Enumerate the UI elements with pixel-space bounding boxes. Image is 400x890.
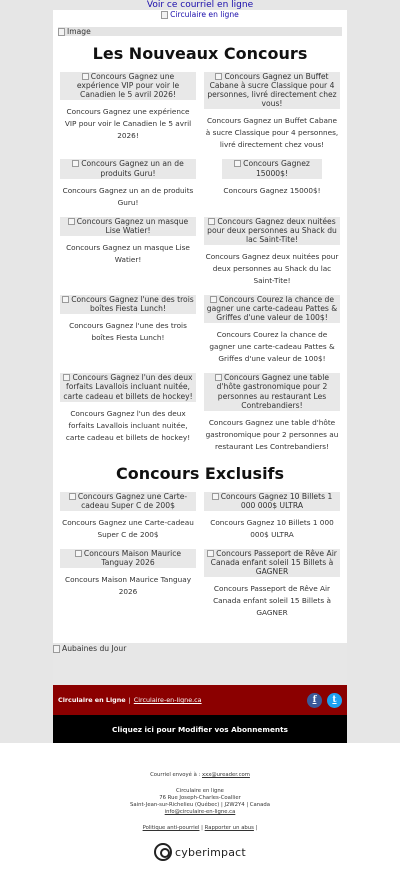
contest-description: Concours Gagnez l'une des trois boîtes Fiesta Lunch! (69, 321, 187, 343)
contest-image[interactable] (60, 159, 196, 178)
contest-card[interactable] (57, 217, 199, 287)
contest-card[interactable] (57, 159, 199, 208)
company-street: 76 Rue Joseph-Charles-Coallier (159, 795, 241, 801)
broken-image-icon (82, 73, 89, 80)
contest-card[interactable] (201, 492, 343, 541)
broken-image-icon (63, 374, 70, 381)
header-image (58, 27, 342, 36)
contest-image-alt: Concours Gagnez une table d'hôte gastronomique pour 2 personnes au restaurant Les Contrebandiers! (216, 373, 330, 410)
brand-name: Circulaire en Ligne (58, 696, 126, 704)
exclusive-contests-grid (53, 492, 347, 628)
broken-image-icon (234, 160, 241, 167)
contest-image-alt: Concours Gagnez deux nuitées pour deux personnes au Shack du lac Saint-Tite! (207, 216, 337, 244)
contest-description: Concours Gagnez une Carte-cadeau Super C de 200$ (62, 517, 194, 539)
broken-image-icon (68, 218, 75, 225)
contest-description: Concours Gagnez un Buffet Cabane à sucre Classique pour 4 personnes, livré directement chez vous! (205, 116, 339, 150)
section-title-exclusive-contests: Concours Exclusifs (115, 463, 285, 483)
new-contests-grid (53, 72, 347, 461)
brand-separator: | (128, 696, 131, 704)
contest-image-alt: Concours Gagnez une expérience VIP pour voir le Canadien le 5 avril 2026! (76, 72, 180, 100)
contest-image[interactable] (204, 72, 340, 109)
social-links (307, 693, 342, 708)
contest-card[interactable] (57, 373, 199, 452)
section-title-new-contests: Les Nouveaux Concours (92, 44, 308, 63)
broken-image-icon (161, 11, 168, 19)
contest-image-alt: Concours Gagnez l'une des trois boîtes Fiesta Lunch! (71, 294, 194, 314)
logo-alt-text: Circulaire en ligne (170, 10, 239, 19)
contest-description: Concours Gagnez 10 Billets 1 000 000$ ULTRA (210, 517, 334, 539)
contest-card[interactable] (201, 72, 343, 151)
view-online-bar (0, 0, 400, 10)
contest-image-alt: Concours Gagnez un an de produits Guru! (81, 159, 184, 178)
broken-image-icon (207, 550, 214, 557)
contest-description: Concours Gagnez 15000$! (223, 185, 321, 195)
company-name: Circulaire en ligne (176, 788, 224, 794)
header-image-alt: Image (67, 27, 91, 36)
cyberimpact-logo-icon (154, 843, 172, 861)
contest-image[interactable] (60, 217, 196, 236)
broken-image-icon (62, 296, 69, 303)
contest-card[interactable] (201, 295, 343, 365)
contest-description: Concours Gagnez une expérience VIP pour voir le Canadien le 5 avril 2026! (64, 107, 192, 141)
footer-links (0, 825, 400, 832)
contest-image[interactable] (60, 373, 196, 401)
contest-description: Concours Gagnez une table d'hôte gastronomique pour 2 personnes au restaurant Les Contrebandiers! (205, 417, 339, 451)
anti-spam-policy-link[interactable]: Politique anti-pourriel (142, 825, 200, 831)
contest-image-alt: Concours Gagnez 10 Billets 1 000 000$ ULTRA (220, 491, 333, 510)
contest-description: Concours Gagnez deux nuitées pour deux personnes au Shack du lac Saint-Tite! (205, 251, 339, 285)
company-city: Saint-Jean-sur-Richelieu (Québec) | J2W2Y4 | Canada (130, 802, 270, 808)
broken-image-icon (58, 28, 65, 36)
contest-card[interactable] (57, 549, 199, 619)
report-abuse-link[interactable]: Rapporter un abus (204, 825, 254, 831)
cyberimpact-logo[interactable] (0, 843, 400, 861)
contest-image[interactable] (222, 159, 322, 178)
logo-image[interactable] (53, 10, 347, 23)
brand-bar (53, 685, 347, 715)
broken-image-icon (212, 493, 219, 500)
cyberimpact-wordmark: cyberimpact (175, 845, 246, 859)
contest-image[interactable] (204, 217, 340, 245)
contest-image[interactable] (204, 492, 340, 511)
email-container (53, 10, 347, 737)
contest-image[interactable] (60, 72, 196, 100)
contest-description: Concours Gagnez un an de produits Guru! (62, 185, 194, 207)
contest-image[interactable] (60, 295, 196, 314)
footer-separator: | (201, 825, 203, 831)
contest-description: Concours Maison Maurice Tanguay 2026 (64, 575, 192, 597)
website-link[interactable]: Circulaire-en-ligne.ca (133, 696, 202, 704)
contest-image-alt: Concours Gagnez un masque Lise Watier! (76, 216, 189, 235)
broken-image-icon (208, 218, 215, 225)
contest-image[interactable] (60, 492, 196, 511)
sent-to-label: Courriel envoyé à : (150, 772, 201, 778)
view-online-link[interactable]: Voir ce courriel en ligne (146, 0, 254, 10)
broken-image-icon (72, 160, 79, 167)
contest-card[interactable] (57, 72, 199, 151)
broken-image-icon (69, 493, 76, 500)
contest-image[interactable] (60, 549, 196, 568)
contest-image-alt: Concours Maison Maurice Tanguay 2026 (83, 548, 182, 568)
broken-image-icon (215, 73, 222, 80)
contest-image-alt: Concours Courez la chance de gagner une carte-cadeau Pattes & Griffes d'une valeur de 100$! (206, 294, 338, 323)
footer-separator: | (255, 825, 258, 831)
sent-to-line (0, 772, 400, 779)
contest-description: Concours Passeport de Rêve Air Canada enfant soleil 15 Billets à GAGNER (213, 584, 331, 618)
contest-card[interactable] (57, 492, 199, 541)
broken-image-icon (53, 645, 60, 653)
manage-subscriptions-button[interactable]: Cliquez ici pour Modifier vos Abonnements (53, 715, 347, 743)
contest-image-alt: Concours Gagnez l'un des deux forfaits Lavallois incluant nuitée, carte cadeau et billets de hockey! (63, 373, 193, 401)
broken-image-icon (215, 374, 222, 381)
contest-image[interactable] (204, 549, 340, 577)
contest-card[interactable] (201, 159, 343, 208)
contest-image-alt: Concours Passeport de Rêve Air Canada enfant soleil 15 Billets à GAGNER (210, 548, 337, 577)
contest-card[interactable] (201, 217, 343, 287)
contest-image-alt: Concours Gagnez un Buffet Cabane à sucre Classique pour 4 personnes, livré directement chez vous! (207, 72, 337, 109)
twitter-icon[interactable]: t (327, 693, 342, 708)
broken-image-icon (210, 296, 217, 303)
contest-card[interactable] (201, 373, 343, 452)
company-address (0, 788, 400, 816)
daily-deals-alt: Aubaines du Jour (62, 644, 127, 654)
recipient-email-link[interactable]: xxx@ureader.com (201, 772, 250, 778)
contest-description: Concours Gagnez un masque Lise Watier! (66, 242, 190, 264)
contest-description: Concours Gagnez l'un des deux forfaits Lavallois incluant nuitée, carte cadeau et billets de hockey! (65, 408, 191, 442)
contest-image-alt: Concours Gagnez une Carte-cadeau Super C de 200$ (77, 491, 188, 510)
contest-image-alt: Concours Gagnez 15000$! (243, 159, 310, 178)
contest-card[interactable] (57, 295, 199, 365)
facebook-icon[interactable]: f (307, 693, 322, 708)
company-email-link[interactable]: info@circulaire-en-ligne.ca (164, 809, 236, 815)
broken-image-icon (75, 550, 82, 557)
contest-card[interactable] (201, 549, 343, 619)
contest-image[interactable] (204, 373, 340, 410)
contest-description: Concours Courez la chance de gagner une carte-cadeau Pattes & Griffes d'une valeur de 100$! (209, 330, 335, 364)
contest-image[interactable] (204, 295, 340, 323)
footer (0, 743, 400, 890)
